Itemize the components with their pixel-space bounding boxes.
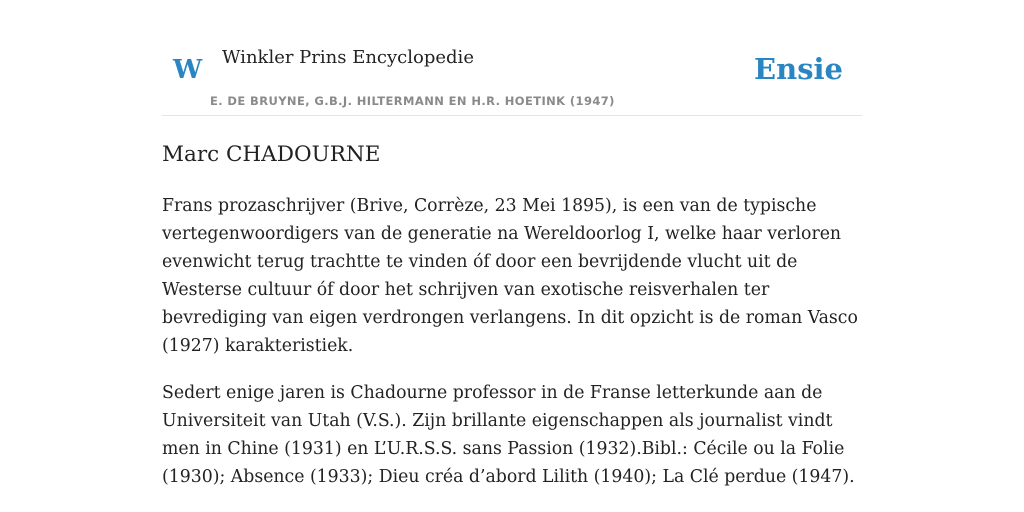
article-title: Marc CHADOURNE [162, 142, 381, 167]
header-divider [162, 115, 862, 116]
article-body [162, 192, 862, 510]
ensie-brand-link[interactable]: Ensie [754, 52, 843, 86]
winkler-prins-logo-icon: W [173, 55, 203, 85]
source-title[interactable]: Winkler Prins Encyclopedie [222, 47, 474, 68]
article-paragraph: Frans prozaschrijver (Brive, Corrèze, 23 Mei 1895), is een van de typische vertegenwoordigers van de generatie na Wereldoorlog I, welke haar verloren evenwicht terug trachtte te vinden óf door een bevrijdende vlucht uit de Westerse cultuur óf door het schrijven van exotische reisverhalen ter bevrediging van eigen verdrongen verlangens. In dit opzicht is de roman Vasco (1927) karakteristiek. [162, 196, 858, 356]
article-paragraph: Sedert enige jaren is Chadourne professor in de Franse letterkunde aan de Universiteit van Utah (V.S.). Zijn brillante eigenschappen als journalist vindt men in Chine (1931) en L’U.R.S.S. sans Passion (1932).Bibl.: Cécile ou la Folie (1930); Absence (1933); Dieu créa d’abord Lilith (1940); La Clé perdue (1947). [162, 383, 855, 487]
source-authors: E. DE BRUYNE, G.B.J. HILTERMANN EN H.R. HOETINK (1947) [210, 94, 615, 108]
